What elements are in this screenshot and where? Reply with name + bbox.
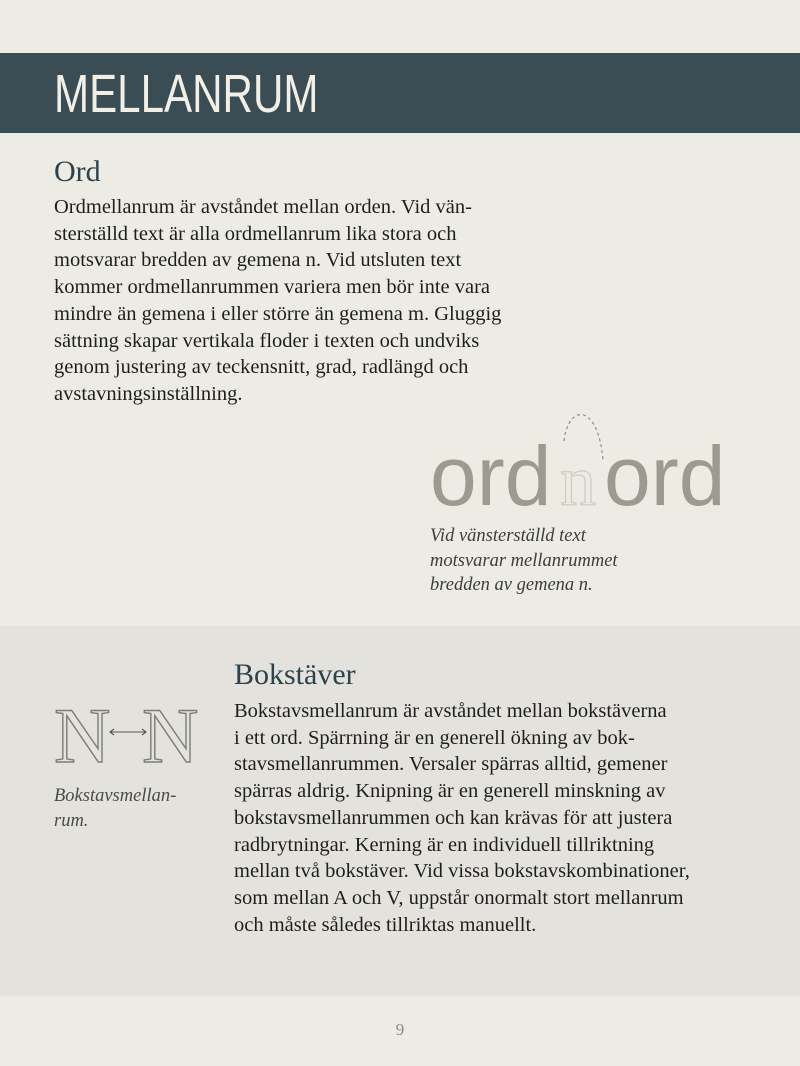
body-line: radbrytningar. Kerning är en individuell tillriktning xyxy=(234,833,655,856)
word-spacing-illustration xyxy=(428,408,748,518)
caption-bokstaver xyxy=(54,784,176,833)
body-line: Ordmellanrum är avståndet mellan orden. Vid vän- xyxy=(54,196,472,218)
body-line: kommer ordmellanrummen variera men bör inte vara xyxy=(54,276,491,299)
section-body-ord xyxy=(54,194,501,408)
page-title: MELLANRUM xyxy=(54,64,319,124)
caption-line: Bokstavsmellan- xyxy=(54,786,177,806)
double-arrow-icon xyxy=(110,729,146,735)
caption-line: motsvarar mellanrummet xyxy=(430,550,618,571)
caption-line: bredden av gemena n. xyxy=(430,575,593,595)
body-line: sättning skapar vertikala floder i texten och undviks xyxy=(54,329,480,352)
right-word: ord xyxy=(604,429,726,518)
body-line: i ett ord. Spärrning är en generell ökning av bok- xyxy=(234,726,635,749)
caption-line: Vid vänsterställd text xyxy=(430,526,586,546)
letter-spacing-illustration xyxy=(54,698,204,770)
page-number: 9 xyxy=(395,1020,405,1039)
body-line: och måste således tillriktas manuellt. xyxy=(234,913,537,936)
body-line: mellan två bokstäver. Vid vissa bokstavskombinationer, xyxy=(234,860,690,883)
caption-line: rum. xyxy=(54,810,89,831)
body-line: sterställd text är alla ordmellanrum lika stora och xyxy=(54,222,457,245)
section-heading-ord: Ord xyxy=(54,155,101,188)
body-line: som mellan A och V, uppstår onormalt stort mellanrum xyxy=(234,886,684,909)
header-band xyxy=(0,53,800,133)
caption-ord xyxy=(430,524,618,598)
body-line: bokstavsmellanrummen och kan krävas för att justera xyxy=(234,806,673,829)
letter-n-right: N xyxy=(142,698,199,770)
body-line: mindre än gemena i eller större än gemena m. Gluggig xyxy=(54,302,502,325)
body-line: genom justering av teckensnitt, grad, radlängd och xyxy=(54,356,469,379)
section-heading-bokstaver: Bokstäver xyxy=(234,658,356,691)
body-line: motsvarar bredden av gemena n. Vid utsluten text xyxy=(54,249,462,272)
body-line: spärras aldrig. Knipning är en generell minskning av xyxy=(234,780,666,803)
section-body-bokstaver xyxy=(234,698,690,938)
body-line: avstavningsinställning. xyxy=(54,382,243,405)
letter-n-left: N xyxy=(54,698,111,770)
body-line: stavsmellanrummen. Versaler spärras alltid, gemener xyxy=(234,753,668,776)
left-word: ord xyxy=(430,429,552,518)
body-line: Bokstavsmellanrum är avståndet mellan bokstäverna xyxy=(234,700,667,722)
ghost-letter-n: n xyxy=(560,441,596,518)
